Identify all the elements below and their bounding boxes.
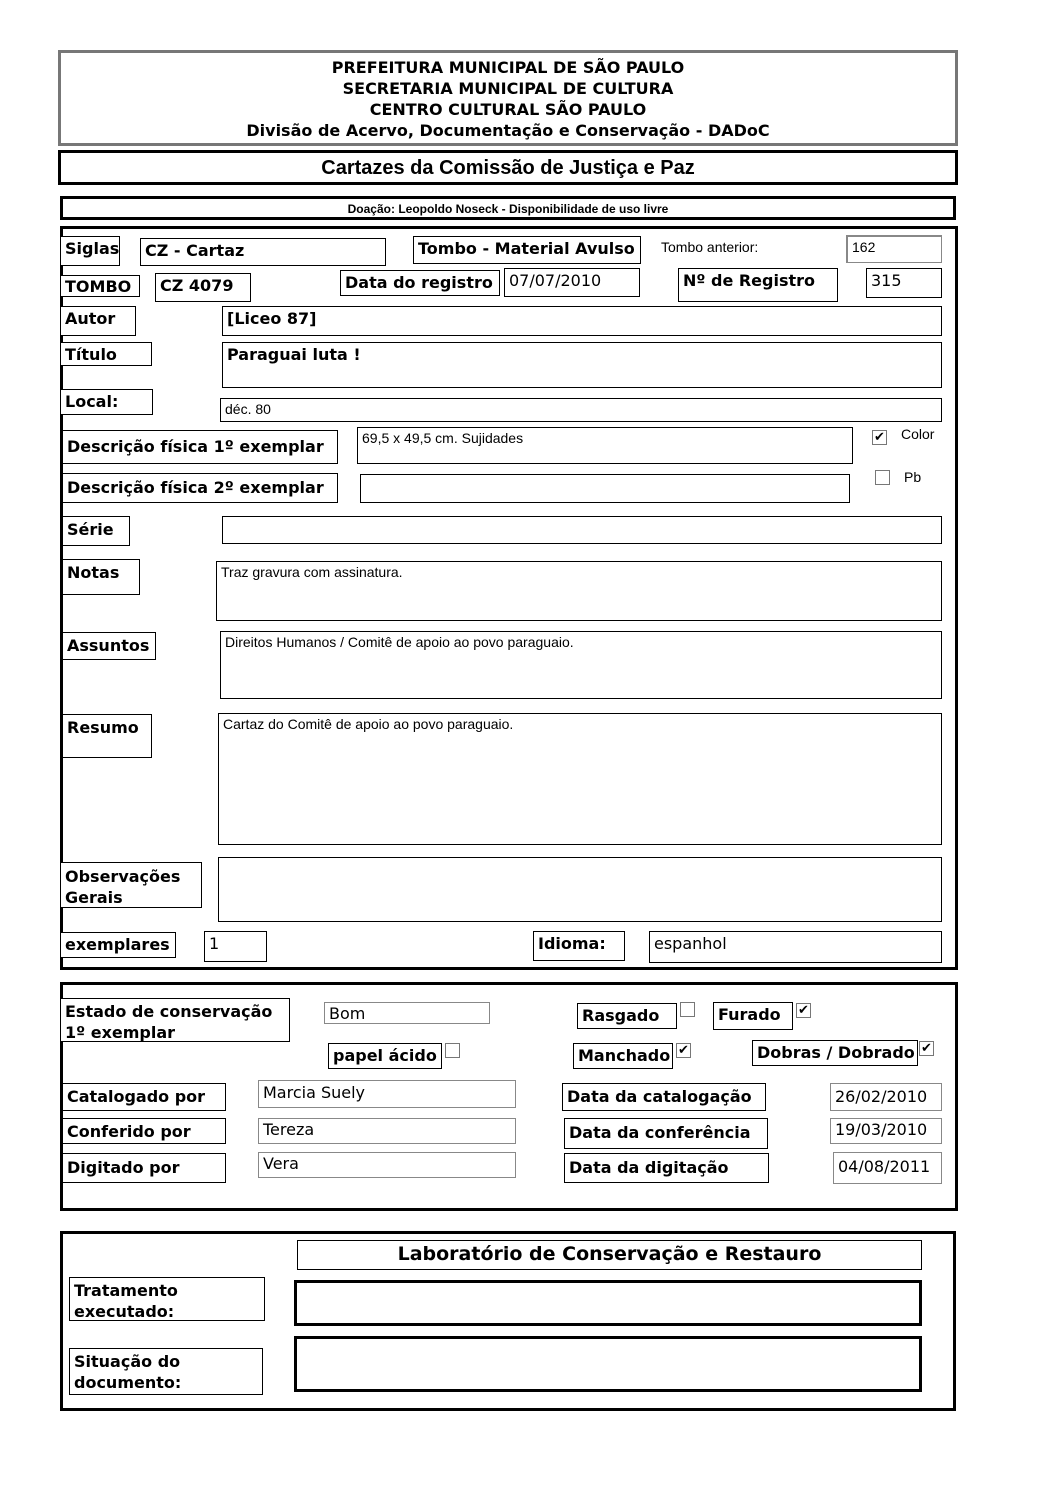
notas-label: Notas (62, 559, 140, 595)
estado-label-line-2: 1º exemplar (65, 1023, 176, 1042)
conferido-label: Conferido por (62, 1118, 226, 1144)
conferido-field[interactable]: Tereza (258, 1118, 516, 1144)
lab-title: Laboratório de Conservação e Restauro (397, 1243, 822, 1265)
document-title-box (58, 150, 958, 185)
data-digitacao-label: Data da digitação (564, 1153, 769, 1183)
rasgado-label: Rasgado (577, 1003, 677, 1029)
tombo-material-label: Tombo - Material Avulso (413, 236, 641, 264)
estado-label (60, 998, 290, 1042)
header-line-2: SECRETARIA MUNICIPAL DE CULTURA (342, 79, 674, 98)
siglas-label: Siglas (60, 236, 120, 266)
digitado-label: Digitado por (62, 1153, 226, 1183)
header-line-3: CENTRO CULTURAL SÃO PAULO (369, 100, 647, 119)
obs-label-line-1: Observações (65, 867, 181, 886)
catalogado-label: Catalogado por (62, 1083, 226, 1111)
header-line-1: PREFEITURA MUNICIPAL DE SÃO PAULO (331, 58, 685, 77)
exemplares-label: exemplares (60, 932, 176, 958)
siglas-field[interactable]: CZ - Cartaz (140, 238, 386, 266)
manchado-label: Manchado (573, 1043, 673, 1069)
catalogado-field[interactable]: Marcia Suely (258, 1080, 516, 1108)
autor-label: Autor (60, 306, 136, 336)
tombo-label: TOMBO (60, 275, 140, 297)
rasgado-checkbox[interactable] (680, 1002, 695, 1017)
assuntos-label: Assuntos (62, 632, 156, 660)
estado-field[interactable]: Bom (324, 1002, 490, 1024)
papel-acido-label: papel ácido (328, 1043, 442, 1069)
data-digitacao-field[interactable]: 04/08/2011 (833, 1152, 942, 1184)
obs-label (60, 862, 202, 908)
data-catalogacao-field[interactable]: 26/02/2010 (830, 1083, 942, 1111)
papel-acido-checkbox[interactable] (445, 1043, 460, 1058)
manchado-checkbox[interactable]: ✔ (676, 1043, 691, 1058)
resumo-field[interactable]: Cartaz do Comitê de apoio ao povo paraguaio. (218, 713, 942, 845)
dobras-label: Dobras / Dobrado (752, 1040, 918, 1066)
desc1-label: Descrição física 1º exemplar (62, 430, 338, 464)
serie-label: Série (62, 516, 130, 546)
tratamento-label-line-1: Tratamento (74, 1281, 178, 1300)
data-conferencia-field[interactable]: 19/03/2010 (830, 1118, 942, 1144)
document-title: Cartazes da Comissão de Justiça e Paz (321, 157, 695, 179)
tombo-field[interactable]: CZ 4079 (155, 273, 251, 302)
local-label: Local: (60, 389, 153, 415)
lab-title-box (297, 1240, 922, 1270)
data-registro-field[interactable]: 07/07/2010 (504, 268, 640, 297)
tratamento-field[interactable] (294, 1280, 922, 1326)
estado-label-line-1: Estado de conservação (65, 1002, 273, 1021)
tratamento-label (69, 1277, 265, 1321)
situacao-field[interactable] (294, 1336, 922, 1392)
tombo-anterior-label: Tombo anterior: (661, 239, 759, 255)
serie-field[interactable] (222, 516, 942, 544)
tombo-anterior-field[interactable]: 162 (846, 235, 942, 263)
idioma-label: Idioma: (533, 931, 625, 961)
tratamento-label-line-2: executado: (74, 1302, 175, 1321)
furado-label: Furado (713, 1002, 793, 1030)
titulo-label: Título (60, 342, 152, 366)
pb-checkbox[interactable] (875, 470, 890, 485)
desc2-label: Descrição física 2º exemplar (62, 473, 338, 503)
situacao-label (69, 1348, 263, 1395)
furado-checkbox[interactable]: ✔ (796, 1003, 811, 1018)
assuntos-field[interactable]: Direitos Humanos / Comitê de apoio ao povo paraguaio. (220, 631, 942, 699)
donation-box (60, 196, 956, 220)
color-label: Color (901, 426, 935, 442)
exemplares-field[interactable]: 1 (204, 931, 267, 962)
desc1-field[interactable]: 69,5 x 49,5 cm. Sujidades (357, 427, 853, 464)
idioma-field[interactable]: espanhol (649, 931, 942, 963)
situacao-label-line-1: Situação do (74, 1352, 181, 1371)
autor-field[interactable]: [Liceo 87] (222, 306, 942, 336)
dobras-checkbox[interactable]: ✔ (919, 1041, 934, 1056)
data-catalogacao-label: Data da catalogação (562, 1083, 766, 1111)
header-line-4: Divisão de Acervo, Documentação e Conservação - DADoC (246, 121, 770, 140)
pb-label: Pb (904, 469, 922, 485)
digitado-field[interactable]: Vera (258, 1152, 516, 1178)
header-block (58, 50, 958, 146)
titulo-field[interactable]: Paraguai luta ! (222, 342, 942, 388)
notas-field[interactable]: Traz gravura com assinatura. (216, 561, 942, 621)
donation-text: Doação: Leopoldo Noseck - Disponibilidade de uso livre (347, 202, 669, 216)
local-field[interactable]: déc. 80 (220, 398, 942, 422)
obs-label-line-2: Gerais (65, 888, 123, 907)
n-registro-label: Nº de Registro (678, 268, 838, 302)
resumo-label: Resumo (62, 714, 152, 758)
desc2-field[interactable] (360, 474, 850, 503)
situacao-label-line-2: documento: (74, 1373, 182, 1392)
obs-field[interactable] (218, 857, 942, 922)
data-conferencia-label: Data da conferência (564, 1118, 768, 1149)
data-registro-label: Data do registro (340, 270, 500, 296)
color-checkbox[interactable]: ✔ (872, 430, 887, 445)
n-registro-field[interactable]: 315 (866, 268, 942, 298)
